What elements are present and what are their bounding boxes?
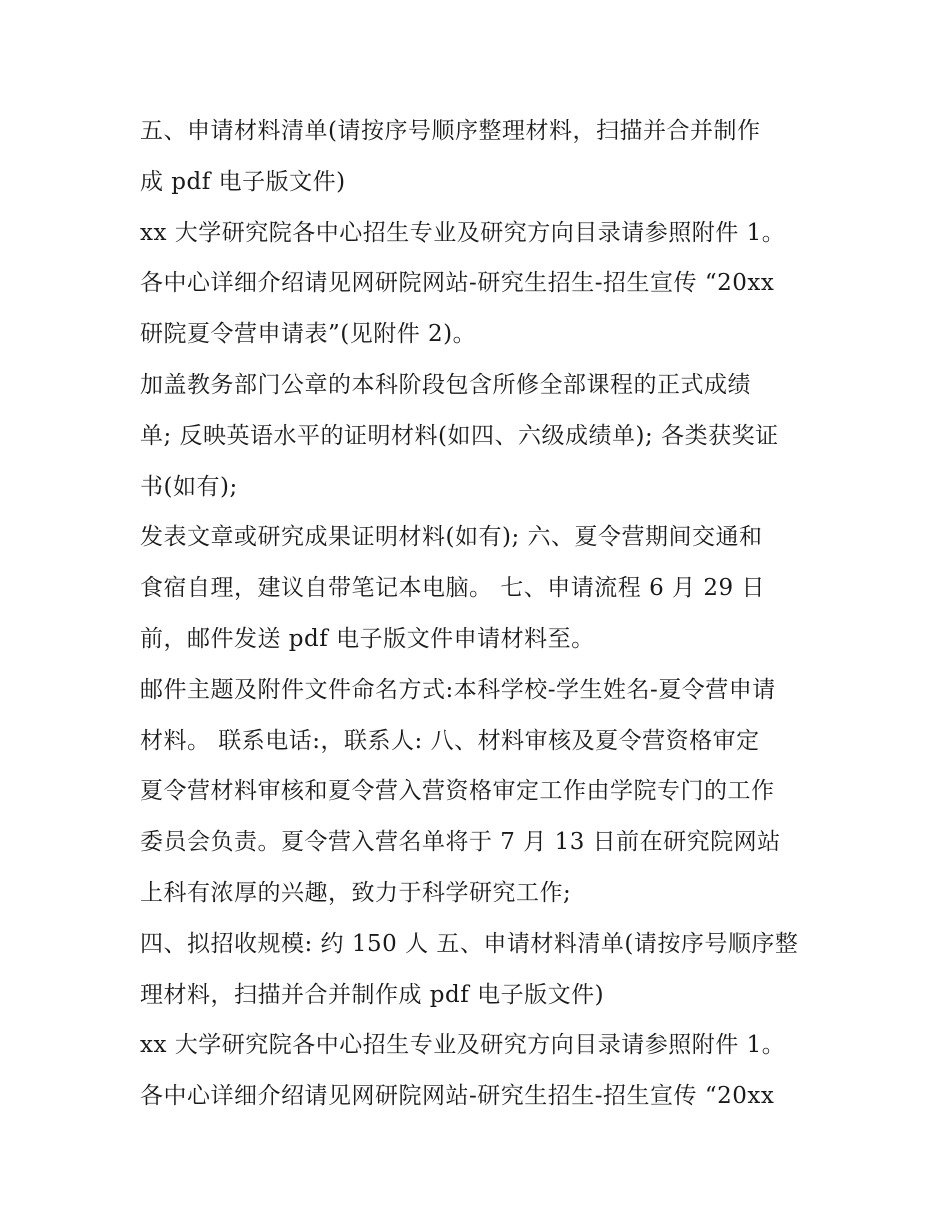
text-line: 四、拟招收规模: 约 150 人 五、申请材料清单(请按序号顺序整 xyxy=(140,930,799,957)
text-line: 研院夏令营申请表”(见附件 2)。 xyxy=(140,321,477,348)
text-line: 五、申请材料清单(请按序号顺序整理材料，扫描并合并制作 xyxy=(140,118,761,144)
document-body xyxy=(140,106,830,1122)
text-line: 各中心详细介绍请见网研院网站-研究生招生-招生宣传 “20xx xyxy=(140,270,775,297)
text-line: 委员会负责。夏令营入营名单将于 7 月 13 日前在研究院网站 xyxy=(140,829,781,856)
text-line: 前，邮件发送 pdf 电子版文件申请材料至。 xyxy=(140,625,595,652)
text-line: 单; 反映英语水平的证明材料(如四、六级成绩单); 各类获奖证 xyxy=(140,422,779,449)
text-line: 夏令营材料审核和夏令营入营资格审定工作由学院专门的工作 xyxy=(140,778,775,805)
text-line: 成 pdf 电子版文件) xyxy=(140,168,346,195)
text-line: xx 大学研究院各中心招生专业及研究方向目录请参照附件 1。 xyxy=(140,1032,786,1059)
text-line: 材料。 联系电话:，联系人: 八、材料审核及夏令营资格审定 xyxy=(140,727,760,754)
text-line: 加盖教务部门公章的本科阶段包含所修全部课程的正式成绩 xyxy=(140,371,751,398)
text-line: 书(如有); xyxy=(140,473,238,500)
text-line: xx 大学研究院各中心招生专业及研究方向目录请参照附件 1。 xyxy=(140,219,786,246)
text-line: 上科有浓厚的兴趣，致力于科学研究工作; xyxy=(140,879,572,906)
text-line: 理材料，扫描并合并制作成 pdf 电子版文件) xyxy=(140,981,605,1008)
text-line: 邮件主题及附件文件命名方式:本科学校-学生姓名-夏令营申请 xyxy=(140,676,776,703)
text-line: 各中心详细介绍请见网研院网站-研究生招生-招生宣传 “20xx xyxy=(140,1083,775,1110)
text-line: 食宿自理，建议自带笔记本电脑。 七、申请流程 6 月 29 日 xyxy=(140,575,765,602)
text-line: 发表文章或研究成果证明材料(如有); 六、夏令营期间交通和 xyxy=(140,524,763,551)
